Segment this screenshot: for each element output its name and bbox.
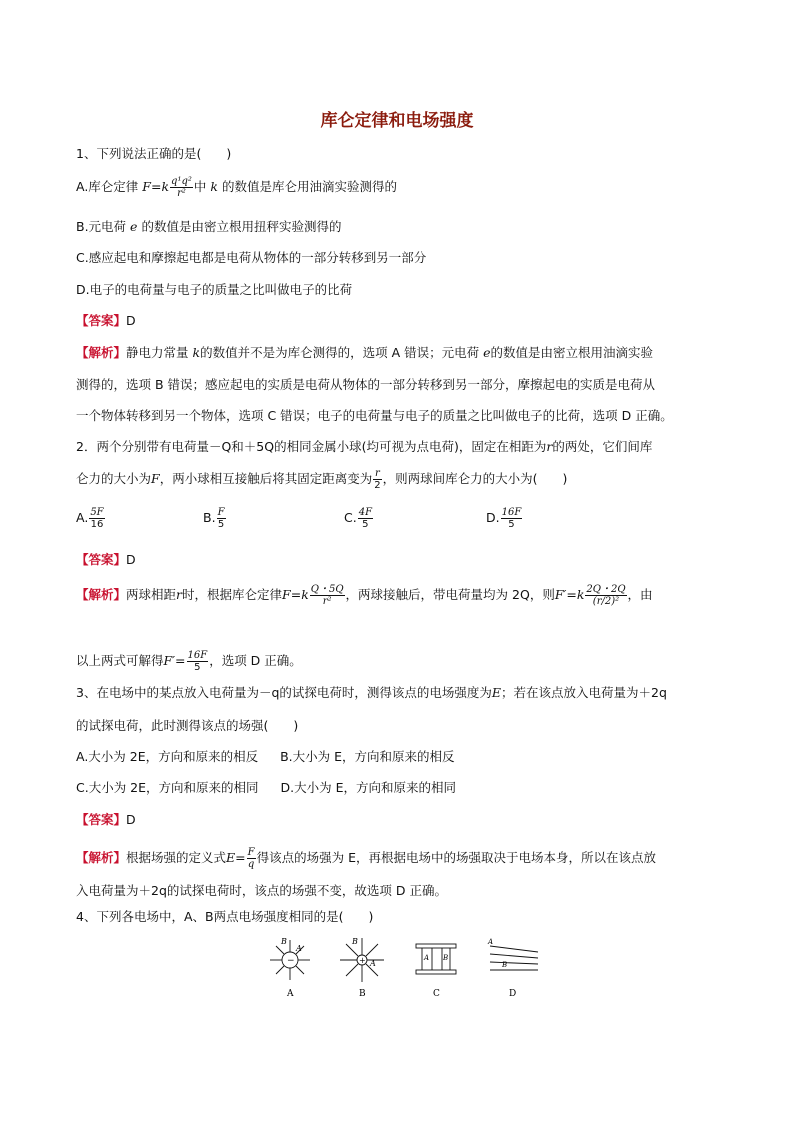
- q3-option-c: C.大小为 2E，方向和原来的相同: [76, 780, 259, 795]
- option-fraction: [89, 507, 104, 530]
- q2-stem-text: ，则两球间库仑力的大小为( ): [382, 471, 568, 486]
- option-label: D.: [486, 510, 500, 525]
- q1-a-F: F: [142, 179, 151, 194]
- q2-analysis-eq: =k: [566, 587, 585, 602]
- q2-result-frac-den: 5: [194, 662, 201, 673]
- q1-b-prefix: B.元电荷: [76, 219, 127, 234]
- q2-answer: [76, 551, 136, 569]
- q2-stem-text: 的两处，它们间库: [552, 439, 653, 454]
- q3-options-row-2: [76, 779, 456, 797]
- figure-c-point-b: B: [443, 954, 449, 962]
- q2-stem-fraction: [373, 468, 381, 491]
- q2-option-d: [486, 507, 523, 530]
- q2-option-a: [76, 507, 106, 530]
- q2-stem-F: F: [151, 471, 160, 486]
- q2-analysis-frac2-den: (r/2)²: [592, 596, 620, 607]
- option-fraction-den: 5: [217, 519, 225, 530]
- q2-analysis-r: r: [176, 587, 183, 602]
- option-fraction-den: 16: [90, 519, 104, 530]
- q3-analysis-E: E: [226, 850, 236, 865]
- q2-frac-den: 2: [374, 480, 381, 491]
- q1-option-d: D.电子的电荷量与电子的质量之比叫做电子的比荷: [76, 282, 353, 297]
- q3-answer-value: D: [126, 812, 136, 827]
- q1-option-b: [76, 218, 341, 236]
- q2-result-fraction: [187, 650, 209, 673]
- figure-d-field-lines: [490, 946, 538, 970]
- q2-analysis-frac-num: Q・5Q: [310, 584, 344, 595]
- q2-analysis-line-2: [76, 650, 302, 673]
- q1-analysis-e: e: [483, 345, 491, 360]
- q1-analysis-text: 的数值是由密立根用油滴实验: [490, 345, 653, 360]
- q2-stem-text: ，两小球相互接触后将其固定距离变为: [159, 471, 373, 486]
- q1-analysis-line-3: 一个物体转移到另一个物体，选项 C 错误；电子的电荷量与电子的质量之比叫做电子的比荷，选项 D 正确。: [76, 408, 673, 423]
- option-label: A.: [76, 510, 89, 525]
- figure-b-point-b: B: [352, 937, 358, 946]
- analysis-tag: 【解析】: [76, 587, 127, 602]
- q3-option-d: D.大小为 E，方向和原来的相同: [280, 780, 456, 795]
- figure-a-point-b: B: [281, 937, 287, 946]
- page-title: 库仑定律和电场强度: [320, 111, 474, 131]
- q2-analysis-line-1: [76, 584, 653, 607]
- q1-analysis-text: 静电力常量: [126, 345, 189, 360]
- q3-frac-num: F: [247, 847, 255, 858]
- q2-stem-line-2: [76, 468, 567, 491]
- q2-analysis-fraction: [310, 584, 345, 607]
- q3-frac-den: q: [247, 859, 255, 870]
- q3-analysis-text: 得该点的场强为 E，再根据电场中的场强取决于电场本身，所以在该点放: [256, 850, 656, 865]
- option-label: C.: [344, 510, 357, 525]
- figure-a-charge-sign: −: [287, 956, 295, 966]
- q2-analysis-frac2-num: 2Q・2Q: [586, 584, 626, 595]
- q2-stem-r: r: [546, 439, 553, 454]
- q2-analysis-eq: =k: [290, 587, 309, 602]
- q2-analysis-frac-den: r²: [322, 596, 332, 607]
- figure-d-point-a: A: [488, 938, 494, 946]
- q2-analysis-F: F: [282, 587, 291, 602]
- q2-analysis-text: ，由: [627, 587, 653, 602]
- q3-analysis-line-1: [76, 847, 656, 870]
- figure-b-charge-sign: +: [359, 956, 366, 965]
- q1-b-e: e: [130, 219, 138, 234]
- option-fraction: [358, 507, 373, 530]
- q1-a-prefix: A.库仑定律: [76, 179, 139, 194]
- q2-analysis-text: ，两球接触后，带电荷量均为 2Q，则: [345, 587, 555, 602]
- figure-label-d: D: [509, 989, 517, 999]
- q1-option-a: [76, 176, 397, 199]
- option-fraction: [501, 507, 523, 530]
- q2-answer-value: D: [126, 552, 136, 567]
- q2-analysis-F-prime: F′: [554, 587, 567, 602]
- q3-stem-text: ；若在该点放入电荷量为＋2q: [501, 685, 667, 700]
- q2-result-frac-num: 16F: [187, 650, 208, 661]
- figure-b-point-a: A: [370, 959, 376, 968]
- q2-analysis-text: 以上两式可解得: [76, 653, 164, 668]
- q3-analysis-text: 根据场强的定义式: [126, 850, 227, 865]
- q2-analysis-fraction-2: [585, 584, 626, 607]
- answer-tag: 【答案】: [76, 812, 127, 827]
- q1-answer: [76, 312, 136, 330]
- q3-analysis-fraction: [247, 847, 256, 870]
- figure-d-point-b: B: [502, 961, 508, 969]
- q2-option-c: [344, 507, 374, 530]
- figure-label-b: B: [359, 989, 366, 999]
- q3-analysis-line-2: 入电荷量为＋2q的试探电荷时，该点的场强不变，故选项 D 正确。: [76, 883, 447, 898]
- q3-option-a: A.大小为 2E，方向和原来的相反: [76, 749, 259, 764]
- q1-a-frac-den: r²: [177, 188, 186, 199]
- q1-b-tail: 的数值是由密立根用扭秤实验测得的: [141, 219, 342, 234]
- figure-a-point-a: A: [296, 944, 302, 953]
- q2-analysis-F-prime: F′: [163, 653, 176, 668]
- q2-frac-num: r: [375, 468, 380, 479]
- q3-stem-text: 3、在电场中的某点放入电荷量为－q的试探电荷时，测得该点的电场强度为: [76, 685, 492, 700]
- q1-a-frac-num: q¹q²: [171, 176, 192, 187]
- analysis-tag: 【解析】: [76, 850, 127, 865]
- q1-analysis-k: k: [192, 345, 201, 360]
- q2-stem-text: 仑力的大小为: [76, 471, 152, 486]
- q1-a-k: k: [210, 179, 218, 194]
- q1-analysis-line-1: [76, 344, 653, 362]
- q1-stem: 1、下列说法正确的是( ): [76, 146, 232, 161]
- q3-options-row-1: [76, 748, 455, 766]
- analysis-tag: 【解析】: [76, 345, 127, 360]
- q3-stem-line-2: 的试探电荷，此时测得该点的场强( ): [76, 718, 299, 733]
- answer-tag: 【答案】: [76, 313, 127, 328]
- answer-tag: 【答案】: [76, 552, 127, 567]
- figure-label-a: A: [287, 989, 294, 999]
- q2-option-b: [203, 507, 227, 530]
- q2-stem-text: 2．两个分别带有电荷量－Q和＋5Q的相同金属小球(均可视为点电荷)，固定在相距为: [76, 439, 547, 454]
- q1-a-eq: =k: [150, 179, 170, 194]
- q1-analysis-text: 的数值并不是为库仑测得的，选项 A 错误；元电荷: [200, 345, 480, 360]
- q2-analysis-eq: =: [175, 653, 186, 668]
- q2-stem-line-1: [76, 438, 652, 456]
- q4-stem: 4、下列各电场中，A、B两点电场强度相同的是( ): [76, 909, 374, 924]
- q1-analysis-line-2: 测得的，选项 B 错误；感应起电的实质是电荷从物体的一部分转移到另一部分，摩擦起电的实质是电荷从: [76, 377, 656, 392]
- option-fraction-den: 5: [508, 519, 515, 530]
- q2-analysis-text: 两球相距: [126, 587, 177, 602]
- q2-analysis-text: ，选项 D 正确。: [209, 653, 302, 668]
- figure-label-c: C: [433, 989, 440, 999]
- figure-c-point-a: A: [424, 954, 430, 962]
- q3-analysis-eq: =: [235, 850, 246, 865]
- q4-figures: [250, 930, 550, 1004]
- option-fraction-num: 5F: [90, 507, 104, 518]
- option-fraction-num: 4F: [358, 507, 373, 518]
- q1-a-fraction: [170, 176, 193, 199]
- q1-a-tail: 的数值是库仑用油滴实验测得的: [221, 179, 397, 194]
- q1-a-suffix: 中: [193, 179, 207, 194]
- option-fraction-num: 16F: [501, 507, 522, 518]
- option-fraction: [217, 507, 226, 530]
- q3-stem-line-1: [76, 684, 667, 702]
- figure-c-parallel-plates: [416, 944, 456, 974]
- option-fraction-num: F: [217, 507, 225, 518]
- q3-answer: [76, 811, 136, 829]
- q1-answer-value: D: [126, 313, 136, 328]
- q3-stem-E: E: [491, 685, 502, 700]
- q1-option-c: C.感应起电和摩擦起电都是电荷从物体的一部分转移到另一部分: [76, 250, 427, 265]
- option-label: B.: [203, 510, 216, 525]
- option-fraction-den: 5: [362, 519, 369, 530]
- q2-analysis-text: 时，根据库仑定律: [182, 587, 283, 602]
- q3-option-b: B.大小为 E，方向和原来的相反: [280, 749, 455, 764]
